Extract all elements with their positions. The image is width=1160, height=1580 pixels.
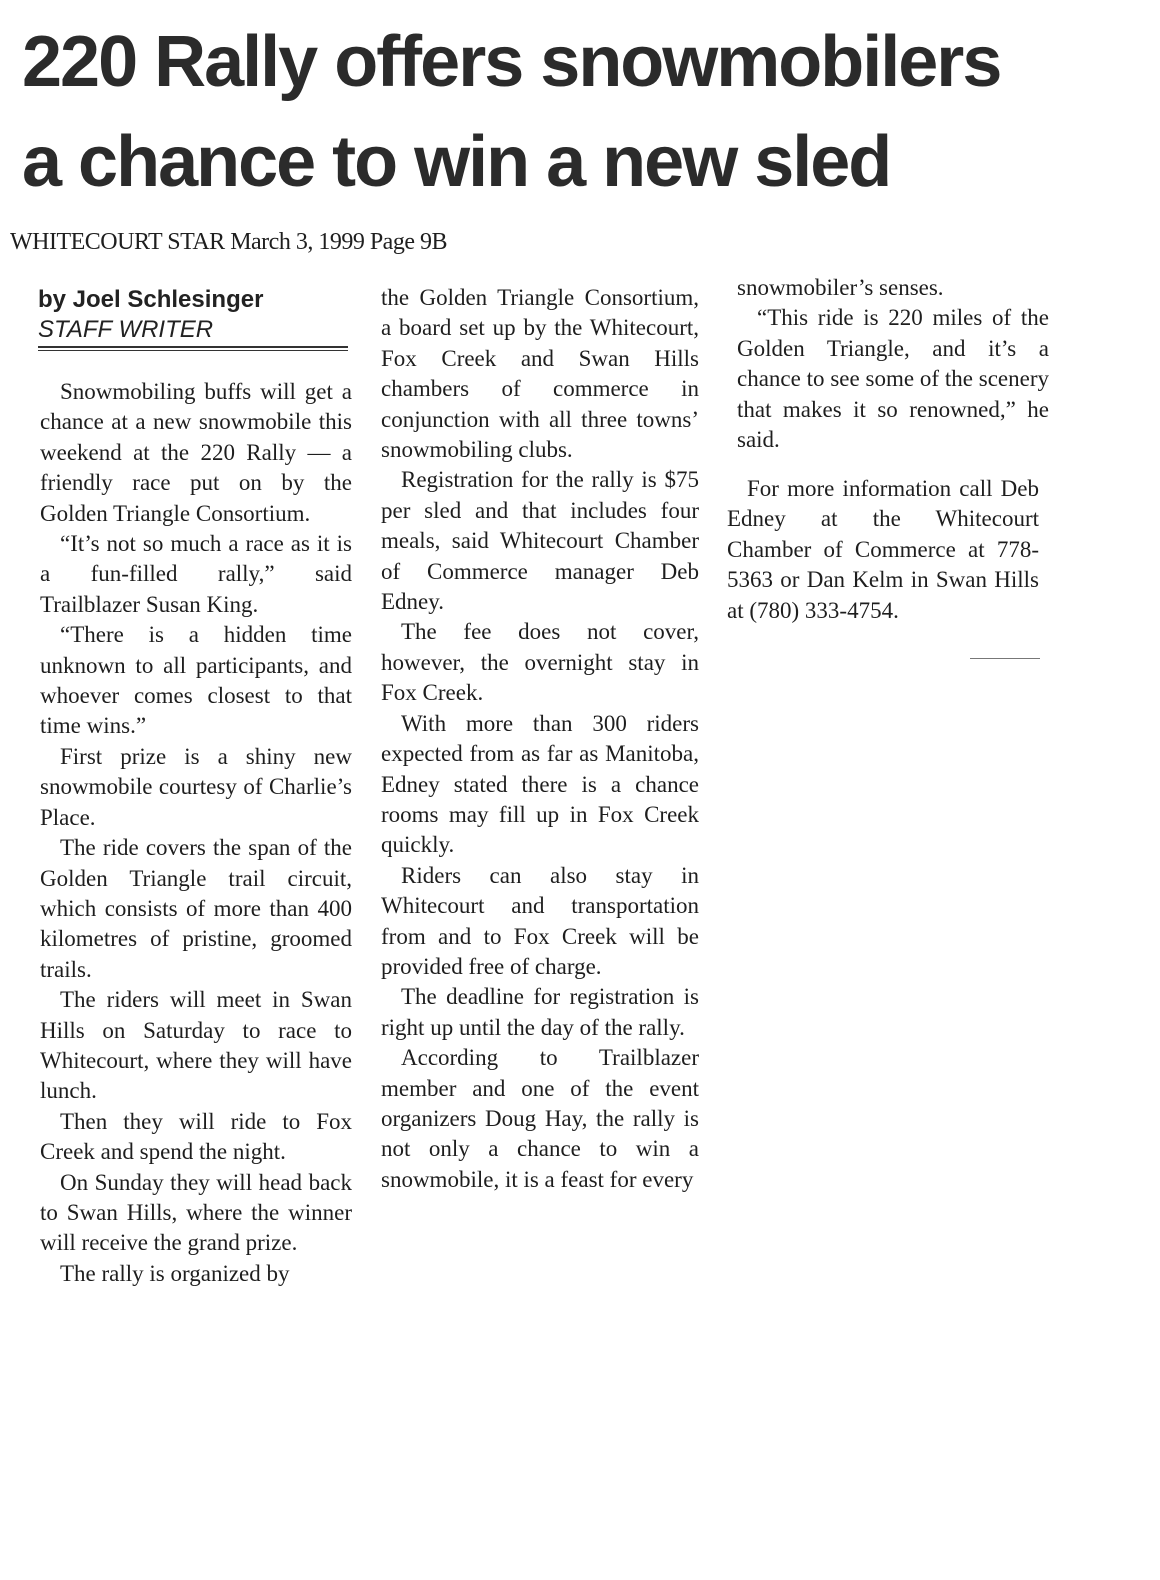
info-box <box>727 466 1039 626</box>
paragraph: With more than 300 riders expected from as far as Manitoba, Edney stated there is a chance rooms may fill up in Fox Creek quickly. <box>381 710 699 858</box>
headline-line-1: 220 Rally offers snowmobilers <box>22 22 1001 102</box>
byline-author: by Joel Schlesinger <box>38 286 264 313</box>
headline-line-2: a chance to win a new sled <box>22 122 891 202</box>
paragraph: On Sunday they will head back to Swan Hills, where the winner will receive the grand prize. <box>40 1169 352 1256</box>
paragraph: The rally is organized by <box>60 1260 290 1286</box>
contact-info: For more information call Deb Edney at the Whitecourt Chamber of Commerce at 778-5363 or Dan Kelm in Swan Hills at (780) 333-4754. <box>727 476 1039 623</box>
paragraph: Then they will ride to Fox Creek and spend the night. <box>40 1108 352 1165</box>
article-column-2 <box>381 283 699 1195</box>
paragraph: Riders can also stay in Whitecourt and transportation from and to Fox Creek will be provided free of charge. <box>381 862 699 979</box>
paragraph: the Golden Triangle Consortium, a board set up by the Whitecourt, Fox Creek and Swan Hills chambers of commerce in conjunction with all three towns’ snowmobiling clubs. <box>381 285 699 463</box>
paragraph: The riders will meet in Swan Hills on Saturday to race to Whitecourt, where they will have lunch. <box>40 987 352 1104</box>
paragraph: snowmobiler’s senses. <box>737 275 944 300</box>
byline <box>38 285 348 345</box>
paragraph: “There is a hidden time unknown to all participants, and whoever comes closest to that time wins.” <box>40 622 352 739</box>
article-column-1 <box>40 377 352 1289</box>
end-rule <box>970 658 1040 659</box>
source-line: WHITECOURT STAR March 3, 1999 Page 9B <box>10 229 447 255</box>
paragraph: The deadline for registration is right up until the day of the rally. <box>381 984 699 1040</box>
paragraph: Snowmobiling buffs will get a chance at a new snowmobile this weekend at the 220 Rally — a friendly race put on by the Golden Triangle Consortium. <box>40 379 352 526</box>
paragraph: “It’s not so much a race as it is a fun-filled rally,” said Trailblazer Susan King. <box>40 531 352 617</box>
article-column-3 <box>737 273 1049 455</box>
paragraph: “This ride is 220 miles of the Golden Triangle, and it’s a chance to see some of the scenery that makes it so renowned,” he said. <box>737 305 1049 453</box>
paragraph: First prize is a shiny new snowmobile courtesy of Charlie’s Place. <box>40 743 352 830</box>
byline-rule <box>38 346 348 351</box>
byline-role: STAFF WRITER <box>38 316 214 343</box>
paragraph: According to Trailblazer member and one of the event organizers Doug Hay, the rally is not only a chance to win a snowmobile, it is a feast for every <box>381 1045 699 1192</box>
paragraph: Registration for the rally is $75 per sled and that includes four meals, said Whitecourt Chamber of Commerce manager Deb Edney. <box>381 467 699 615</box>
paragraph: The ride covers the span of the Golden Triangle trail circuit, which consists of more than 400 kilometres of pristine, groomed trails. <box>40 835 352 982</box>
paragraph: The fee does not cover, however, the overnight stay in Fox Creek. <box>381 619 699 706</box>
